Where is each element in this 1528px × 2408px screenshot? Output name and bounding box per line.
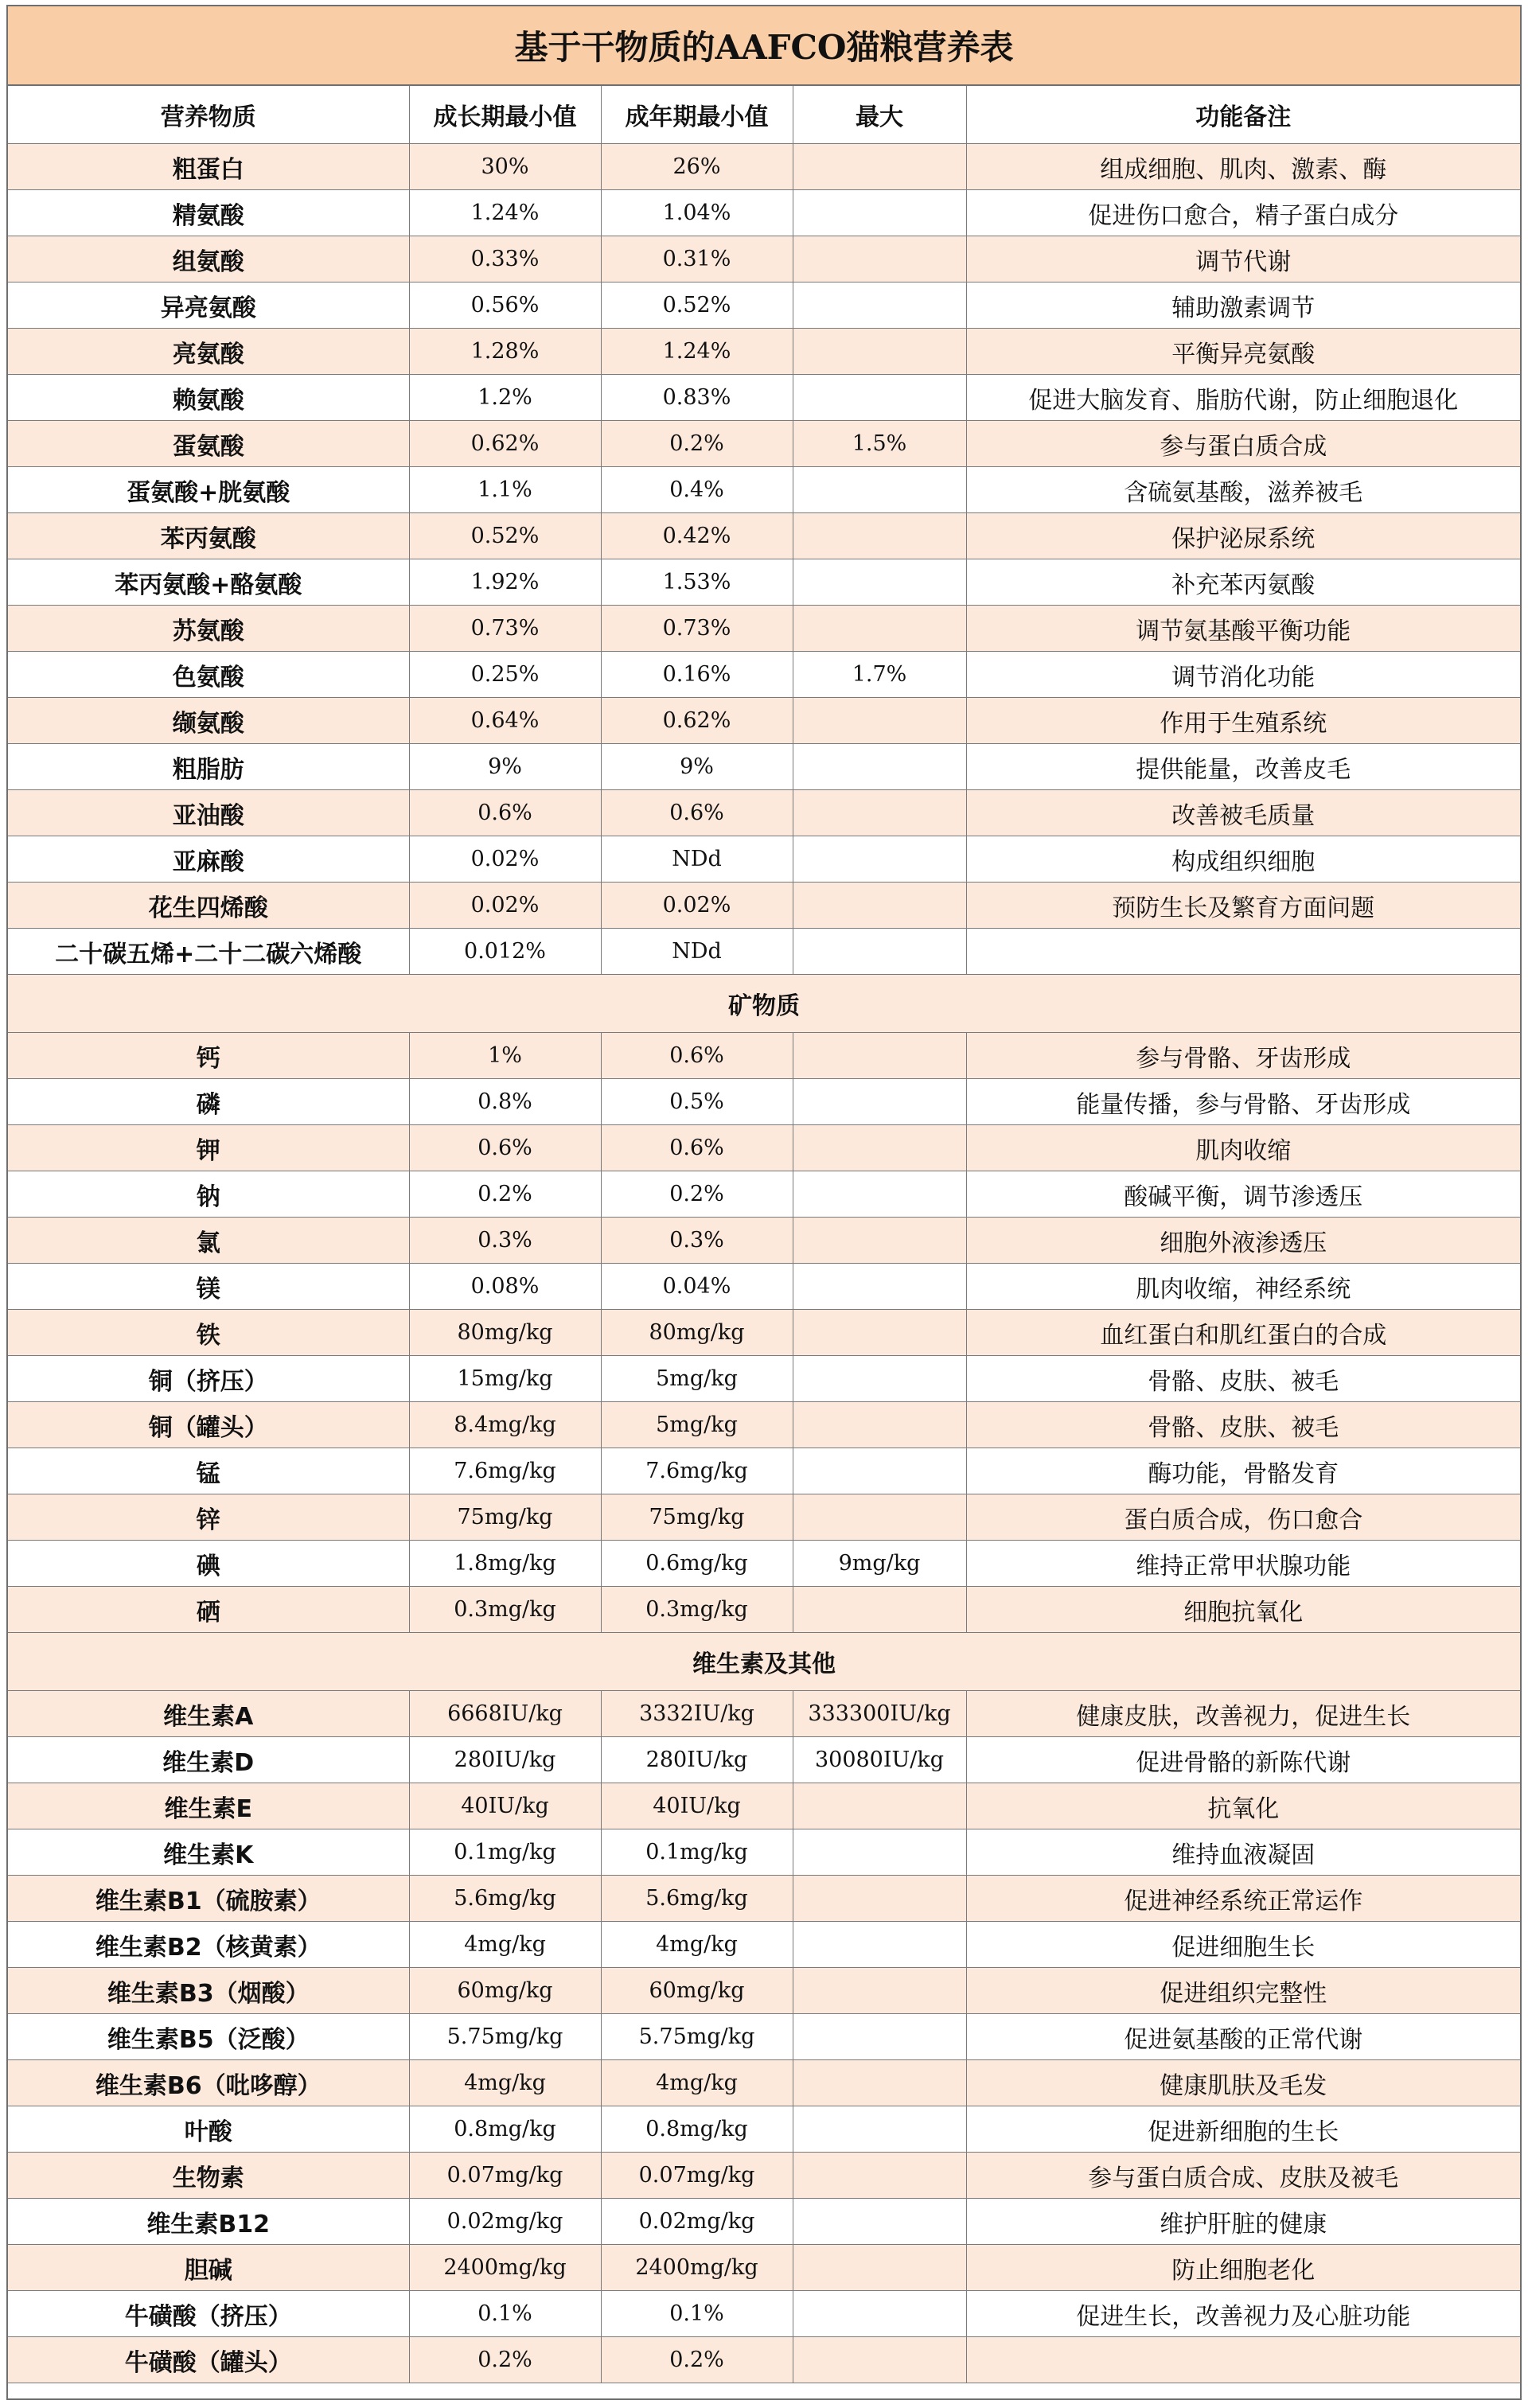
nutrient-name: 牛磺酸（罐头）: [8, 2337, 409, 2383]
function-note: 促进新细胞的生长: [966, 2106, 1520, 2153]
table-row: [8, 1310, 1520, 1356]
function-note: 酶功能，骨骼发育: [966, 1448, 1520, 1494]
nutrient-name: 缬氨酸: [8, 698, 409, 744]
adult-min-value: 1.24%: [601, 329, 793, 375]
function-note: 平衡异亮氨酸: [966, 329, 1520, 375]
nutrient-name: 色氨酸: [8, 652, 409, 698]
table-row: [8, 1264, 1520, 1310]
table-row: [8, 836, 1520, 883]
table-row: [8, 2106, 1520, 2153]
function-note: 肌肉收缩: [966, 1125, 1520, 1171]
max-value: [793, 1402, 966, 1448]
nutrient-name: 生物素: [8, 2153, 409, 2199]
growth-min-value: 0.62%: [409, 421, 601, 467]
max-value: [793, 929, 966, 975]
nutrient-name: 组氨酸: [8, 236, 409, 282]
adult-min-value: 0.6%: [601, 1125, 793, 1171]
adult-min-value: 0.31%: [601, 236, 793, 282]
adult-min-value: 0.8mg/kg: [601, 2106, 793, 2153]
section-header-row: [8, 1633, 1520, 1691]
growth-min-value: 0.2%: [409, 1171, 601, 1218]
table-row: [8, 375, 1520, 421]
table-row: [8, 421, 1520, 467]
table-row: [8, 1541, 1520, 1587]
nutrient-name: 锰: [8, 1448, 409, 1494]
table-row: [8, 790, 1520, 836]
function-note: 骨骼、皮肤、被毛: [966, 1356, 1520, 1402]
max-value: [793, 1448, 966, 1494]
section-label: 维生素及其他: [8, 1633, 1520, 1691]
nutrient-name: 维生素D: [8, 1737, 409, 1783]
nutrient-name: 镁: [8, 1264, 409, 1310]
adult-min-value: 80mg/kg: [601, 1310, 793, 1356]
function-note: 促进组织完整性: [966, 1968, 1520, 2014]
function-note: 促进大脑发育、脂肪代谢，防止细胞退化: [966, 375, 1520, 421]
table-row: [8, 513, 1520, 559]
table-row: [8, 2337, 1520, 2383]
adult-min-value: 0.3%: [601, 1218, 793, 1264]
adult-min-value: 0.2%: [601, 1171, 793, 1218]
adult-min-value: 0.4%: [601, 467, 793, 513]
table-row: [8, 606, 1520, 652]
growth-min-value: 0.08%: [409, 1264, 601, 1310]
function-note: 促进神经系统正常运作: [966, 1876, 1520, 1922]
header-max: 最大: [793, 86, 966, 144]
growth-min-value: 1%: [409, 1033, 601, 1079]
adult-min-value: 9%: [601, 744, 793, 790]
header-growth-min: 成长期最小值: [409, 86, 601, 144]
nutrient-name: 二十碳五烯+二十二碳六烯酸: [8, 929, 409, 975]
adult-min-value: 5mg/kg: [601, 1356, 793, 1402]
adult-min-value: 0.02mg/kg: [601, 2199, 793, 2245]
table-row: [8, 1737, 1520, 1783]
growth-min-value: 0.012%: [409, 929, 601, 975]
function-note: 防止细胞老化: [966, 2245, 1520, 2291]
table-row: [8, 144, 1520, 190]
nutrient-name: 维生素B6（吡哆醇）: [8, 2060, 409, 2106]
table-row: [8, 1829, 1520, 1876]
adult-min-value: 280IU/kg: [601, 1737, 793, 1783]
nutrient-name: 维生素E: [8, 1783, 409, 1829]
growth-min-value: 0.8%: [409, 1079, 601, 1125]
growth-min-value: 0.73%: [409, 606, 601, 652]
section-header-row: [8, 975, 1520, 1033]
adult-min-value: NDd: [601, 929, 793, 975]
max-value: [793, 1218, 966, 1264]
nutrient-name: 蛋氨酸: [8, 421, 409, 467]
growth-min-value: 0.02%: [409, 836, 601, 883]
table-row: [8, 1402, 1520, 1448]
growth-min-value: 15mg/kg: [409, 1356, 601, 1402]
max-value: [793, 144, 966, 190]
function-note: 酸碱平衡，调节渗透压: [966, 1171, 1520, 1218]
adult-min-value: 75mg/kg: [601, 1494, 793, 1541]
nutrient-name: 赖氨酸: [8, 375, 409, 421]
nutrient-name: 铜（挤压）: [8, 1356, 409, 1402]
adult-min-value: 4mg/kg: [601, 1922, 793, 1968]
nutrient-name: 花生四烯酸: [8, 883, 409, 929]
table-row: [8, 329, 1520, 375]
function-note: 辅助激素调节: [966, 282, 1520, 329]
max-value: [793, 1033, 966, 1079]
growth-min-value: 0.64%: [409, 698, 601, 744]
table-row: [8, 190, 1520, 236]
nutrient-name: 维生素B12: [8, 2199, 409, 2245]
growth-min-value: 0.07mg/kg: [409, 2153, 601, 2199]
function-note: 能量传播，参与骨骼、牙齿形成: [966, 1079, 1520, 1125]
adult-min-value: 0.83%: [601, 375, 793, 421]
growth-min-value: 0.6%: [409, 790, 601, 836]
table-row: [8, 2060, 1520, 2106]
function-note: 促进骨骼的新陈代谢: [966, 1737, 1520, 1783]
function-note: 促进生长，改善视力及心脏功能: [966, 2291, 1520, 2337]
growth-min-value: 5.75mg/kg: [409, 2014, 601, 2060]
table-body: [8, 144, 1520, 2383]
table-row: [8, 236, 1520, 282]
max-value: [793, 790, 966, 836]
nutrient-name: 苯丙氨酸+酪氨酸: [8, 559, 409, 606]
function-note: 组成细胞、肌肉、激素、酶: [966, 144, 1520, 190]
function-note: 血红蛋白和肌红蛋白的合成: [966, 1310, 1520, 1356]
function-note: 调节代谢: [966, 236, 1520, 282]
growth-min-value: 1.2%: [409, 375, 601, 421]
growth-min-value: 0.02mg/kg: [409, 2199, 601, 2245]
table-row: [8, 1876, 1520, 1922]
growth-min-value: 30%: [409, 144, 601, 190]
growth-min-value: 0.3%: [409, 1218, 601, 1264]
growth-min-value: 0.3mg/kg: [409, 1587, 601, 1633]
adult-min-value: 5mg/kg: [601, 1402, 793, 1448]
function-note: 细胞外液渗透压: [966, 1218, 1520, 1264]
growth-min-value: 0.1mg/kg: [409, 1829, 601, 1876]
adult-min-value: 1.04%: [601, 190, 793, 236]
max-value: [793, 1587, 966, 1633]
function-note: 维护肝脏的健康: [966, 2199, 1520, 2245]
table-row: [8, 1922, 1520, 1968]
nutrient-name: 磷: [8, 1079, 409, 1125]
max-value: [793, 1783, 966, 1829]
growth-min-value: 0.8mg/kg: [409, 2106, 601, 2153]
max-value: [793, 1922, 966, 1968]
nutrient-name: 维生素B3（烟酸）: [8, 1968, 409, 2014]
table-row: [8, 744, 1520, 790]
growth-min-value: 0.2%: [409, 2337, 601, 2383]
function-note: 骨骼、皮肤、被毛: [966, 1402, 1520, 1448]
nutrition-table: [8, 86, 1520, 2383]
nutrient-name: 铁: [8, 1310, 409, 1356]
growth-min-value: 0.56%: [409, 282, 601, 329]
header-row: [8, 86, 1520, 144]
table-row: [8, 1448, 1520, 1494]
max-value: [793, 836, 966, 883]
table-row: [8, 559, 1520, 606]
growth-min-value: 8.4mg/kg: [409, 1402, 601, 1448]
table-row: [8, 929, 1520, 975]
max-value: 9mg/kg: [793, 1541, 966, 1587]
table-row: [8, 1079, 1520, 1125]
nutrient-name: 维生素K: [8, 1829, 409, 1876]
table-row: [8, 1691, 1520, 1737]
nutrient-name: 蛋氨酸+胱氨酸: [8, 467, 409, 513]
max-value: [793, 1968, 966, 2014]
adult-min-value: NDd: [601, 836, 793, 883]
adult-min-value: 0.62%: [601, 698, 793, 744]
adult-min-value: 0.04%: [601, 1264, 793, 1310]
adult-min-value: 5.75mg/kg: [601, 2014, 793, 2060]
adult-min-value: 4mg/kg: [601, 2060, 793, 2106]
adult-min-value: 3332IU/kg: [601, 1691, 793, 1737]
max-value: [793, 1310, 966, 1356]
growth-min-value: 60mg/kg: [409, 1968, 601, 2014]
adult-min-value: 0.73%: [601, 606, 793, 652]
table-row: [8, 2153, 1520, 2199]
adult-min-value: 0.1%: [601, 2291, 793, 2337]
table-row: [8, 1494, 1520, 1541]
nutrient-name: 牛磺酸（挤压）: [8, 2291, 409, 2337]
function-note: 构成组织细胞: [966, 836, 1520, 883]
table-row: [8, 282, 1520, 329]
table-row: [8, 1218, 1520, 1264]
function-note: 预防生长及繁育方面问题: [966, 883, 1520, 929]
nutrient-name: 硒: [8, 1587, 409, 1633]
header-notes: 功能备注: [966, 86, 1520, 144]
function-note: 调节氨基酸平衡功能: [966, 606, 1520, 652]
function-note: 提供能量，改善皮毛: [966, 744, 1520, 790]
adult-min-value: 60mg/kg: [601, 1968, 793, 2014]
growth-min-value: 7.6mg/kg: [409, 1448, 601, 1494]
nutrient-name: 氯: [8, 1218, 409, 1264]
max-value: [793, 282, 966, 329]
growth-min-value: 280IU/kg: [409, 1737, 601, 1783]
function-note: 改善被毛质量: [966, 790, 1520, 836]
adult-min-value: 0.42%: [601, 513, 793, 559]
max-value: [793, 2199, 966, 2245]
max-value: [793, 2337, 966, 2383]
table-row: [8, 652, 1520, 698]
growth-min-value: 1.92%: [409, 559, 601, 606]
adult-min-value: 5.6mg/kg: [601, 1876, 793, 1922]
max-value: [793, 1876, 966, 1922]
nutrient-name: 亚油酸: [8, 790, 409, 836]
max-value: [793, 467, 966, 513]
function-note: 抗氧化: [966, 1783, 1520, 1829]
growth-min-value: 2400mg/kg: [409, 2245, 601, 2291]
function-note: 调节消化功能: [966, 652, 1520, 698]
growth-min-value: 0.6%: [409, 1125, 601, 1171]
table-row: [8, 883, 1520, 929]
function-note: 保护泌尿系统: [966, 513, 1520, 559]
max-value: [793, 559, 966, 606]
max-value: [793, 2060, 966, 2106]
function-note: 健康肌肤及毛发: [966, 2060, 1520, 2106]
table-row: [8, 698, 1520, 744]
nutrient-name: 维生素B5（泛酸）: [8, 2014, 409, 2060]
adult-min-value: 0.02%: [601, 883, 793, 929]
table-row: [8, 1033, 1520, 1079]
nutrient-name: 维生素B2（核黄素）: [8, 1922, 409, 1968]
max-value: [793, 2245, 966, 2291]
function-note: 促进氨基酸的正常代谢: [966, 2014, 1520, 2060]
max-value: [793, 375, 966, 421]
function-note: 含硫氨基酸，滋养被毛: [966, 467, 1520, 513]
table-row: [8, 2245, 1520, 2291]
max-value: 1.7%: [793, 652, 966, 698]
function-note: 补充苯丙氨酸: [966, 559, 1520, 606]
header-adult-min: 成年期最小值: [601, 86, 793, 144]
max-value: 30080IU/kg: [793, 1737, 966, 1783]
growth-min-value: 9%: [409, 744, 601, 790]
adult-min-value: 7.6mg/kg: [601, 1448, 793, 1494]
growth-min-value: 1.1%: [409, 467, 601, 513]
max-value: [793, 2153, 966, 2199]
table-row: [8, 1125, 1520, 1171]
max-value: [793, 744, 966, 790]
adult-min-value: 0.2%: [601, 2337, 793, 2383]
adult-min-value: 0.07mg/kg: [601, 2153, 793, 2199]
nutrient-name: 异亮氨酸: [8, 282, 409, 329]
max-value: [793, 1356, 966, 1402]
max-value: [793, 236, 966, 282]
table-row: [8, 2014, 1520, 2060]
nutrient-name: 钙: [8, 1033, 409, 1079]
table-row: [8, 1587, 1520, 1633]
table-row: [8, 1171, 1520, 1218]
nutrient-name: 锌: [8, 1494, 409, 1541]
nutrition-sheet: [6, 5, 1522, 2400]
nutrient-name: 钾: [8, 1125, 409, 1171]
max-value: 333300IU/kg: [793, 1691, 966, 1737]
function-note: 细胞抗氧化: [966, 1587, 1520, 1633]
growth-min-value: 80mg/kg: [409, 1310, 601, 1356]
growth-min-value: 0.33%: [409, 236, 601, 282]
function-note: 作用于生殖系统: [966, 698, 1520, 744]
function-note: 维持正常甲状腺功能: [966, 1541, 1520, 1587]
function-note: 参与蛋白质合成: [966, 421, 1520, 467]
function-note: 参与蛋白质合成、皮肤及被毛: [966, 2153, 1520, 2199]
growth-min-value: 0.52%: [409, 513, 601, 559]
adult-min-value: 2400mg/kg: [601, 2245, 793, 2291]
adult-min-value: 0.3mg/kg: [601, 1587, 793, 1633]
max-value: [793, 2106, 966, 2153]
function-note: 蛋白质合成，伤口愈合: [966, 1494, 1520, 1541]
max-value: [793, 698, 966, 744]
growth-min-value: 0.02%: [409, 883, 601, 929]
function-note: 参与骨骼、牙齿形成: [966, 1033, 1520, 1079]
function-note: 健康皮肤，改善视力，促进生长: [966, 1691, 1520, 1737]
growth-min-value: 4mg/kg: [409, 1922, 601, 1968]
max-value: [793, 1079, 966, 1125]
table-row: [8, 467, 1520, 513]
section-label: 矿物质: [8, 975, 1520, 1033]
table-row: [8, 2291, 1520, 2337]
max-value: [793, 2014, 966, 2060]
nutrient-name: 铜（罐头）: [8, 1402, 409, 1448]
nutrient-name: 精氨酸: [8, 190, 409, 236]
table-row: [8, 1356, 1520, 1402]
growth-min-value: 0.1%: [409, 2291, 601, 2337]
function-note: [966, 929, 1520, 975]
growth-min-value: 75mg/kg: [409, 1494, 601, 1541]
growth-min-value: 1.8mg/kg: [409, 1541, 601, 1587]
adult-min-value: 26%: [601, 144, 793, 190]
function-note: 促进细胞生长: [966, 1922, 1520, 1968]
max-value: [793, 1494, 966, 1541]
table-row: [8, 1783, 1520, 1829]
adult-min-value: 0.2%: [601, 421, 793, 467]
nutrient-name: 苯丙氨酸: [8, 513, 409, 559]
nutrient-name: 粗脂肪: [8, 744, 409, 790]
function-note: [966, 2337, 1520, 2383]
growth-min-value: 4mg/kg: [409, 2060, 601, 2106]
max-value: 1.5%: [793, 421, 966, 467]
max-value: [793, 883, 966, 929]
max-value: [793, 1125, 966, 1171]
max-value: [793, 2291, 966, 2337]
growth-min-value: 5.6mg/kg: [409, 1876, 601, 1922]
growth-min-value: 40IU/kg: [409, 1783, 601, 1829]
max-value: [793, 513, 966, 559]
growth-min-value: 0.25%: [409, 652, 601, 698]
nutrient-name: 胆碱: [8, 2245, 409, 2291]
nutrient-name: 粗蛋白: [8, 144, 409, 190]
nutrient-name: 苏氨酸: [8, 606, 409, 652]
header-nutrient: 营养物质: [8, 86, 409, 144]
nutrient-name: 维生素A: [8, 1691, 409, 1737]
adult-min-value: 0.6mg/kg: [601, 1541, 793, 1587]
nutrient-name: 钠: [8, 1171, 409, 1218]
function-note: 肌肉收缩，神经系统: [966, 1264, 1520, 1310]
table-row: [8, 1968, 1520, 2014]
max-value: [793, 329, 966, 375]
max-value: [793, 1171, 966, 1218]
adult-min-value: 0.6%: [601, 790, 793, 836]
max-value: [793, 606, 966, 652]
max-value: [793, 1829, 966, 1876]
function-note: 促进伤口愈合，精子蛋白成分: [966, 190, 1520, 236]
max-value: [793, 190, 966, 236]
adult-min-value: 0.5%: [601, 1079, 793, 1125]
growth-min-value: 1.24%: [409, 190, 601, 236]
table-row: [8, 2199, 1520, 2245]
adult-min-value: 0.1mg/kg: [601, 1829, 793, 1876]
adult-min-value: 0.16%: [601, 652, 793, 698]
adult-min-value: 1.53%: [601, 559, 793, 606]
nutrient-name: 叶酸: [8, 2106, 409, 2153]
max-value: [793, 1264, 966, 1310]
nutrient-name: 维生素B1（硫胺素）: [8, 1876, 409, 1922]
growth-min-value: 1.28%: [409, 329, 601, 375]
growth-min-value: 6668IU/kg: [409, 1691, 601, 1737]
function-note: 维持血液凝固: [966, 1829, 1520, 1876]
adult-min-value: 0.52%: [601, 282, 793, 329]
nutrient-name: 碘: [8, 1541, 409, 1587]
adult-min-value: 0.6%: [601, 1033, 793, 1079]
nutrient-name: 亚麻酸: [8, 836, 409, 883]
nutrient-name: 亮氨酸: [8, 329, 409, 375]
page-title: 基于干物质的AAFCO猫粮营养表: [8, 6, 1520, 86]
adult-min-value: 40IU/kg: [601, 1783, 793, 1829]
